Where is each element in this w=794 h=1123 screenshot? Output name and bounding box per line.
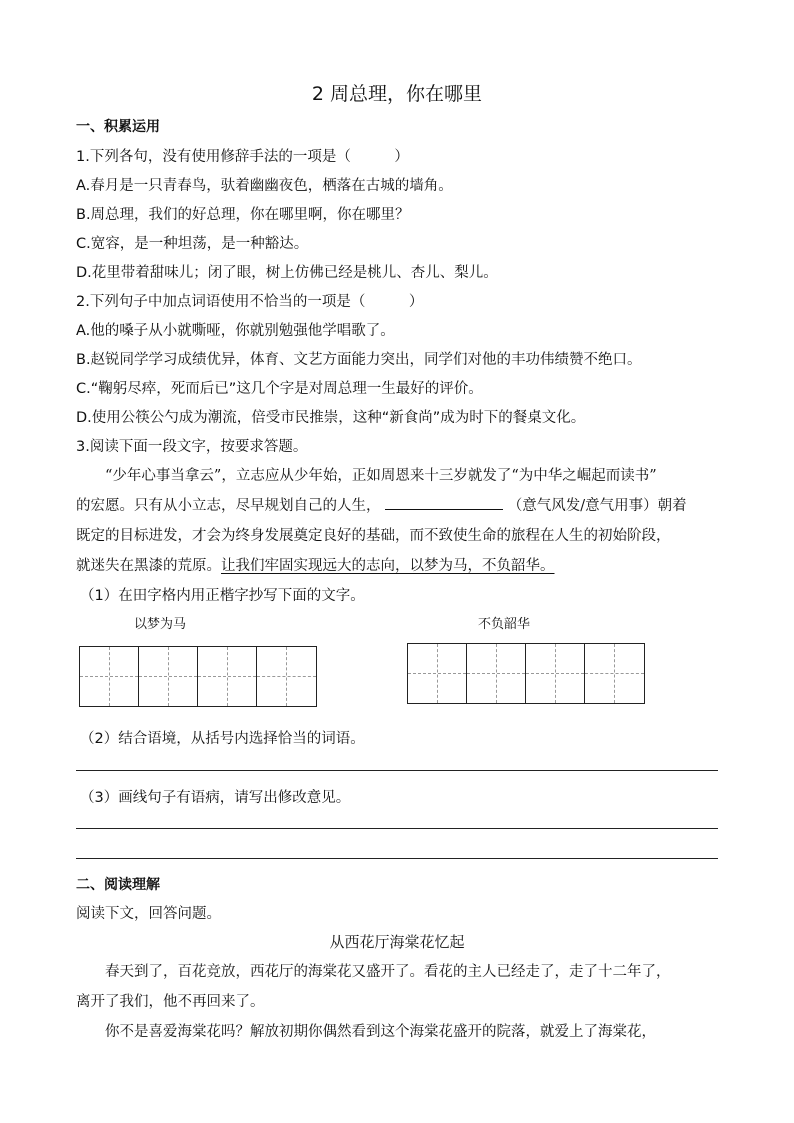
article-para-2-line-1: 你不是喜爱海棠花吗？解放初期你偶然看到这个海棠花盛开的院落，就爱上了海棠花， (105, 1024, 656, 1040)
question-2-option-b: B.赵锐同学学习成绩优异，体育、文艺方面能力突出，同学们对他的丰功伟绩赞不绝口。 (76, 352, 642, 368)
page-title: 2 周总理，你在哪里 (311, 83, 483, 105)
tianzige-cell[interactable] (257, 647, 316, 706)
section-heading-reading: 二、阅读理解 (76, 877, 160, 893)
tianzige-cell[interactable] (467, 644, 526, 703)
question-2-stem: 2.下列句子中加点词语使用不恰当的一项是（ ） (76, 294, 424, 310)
passage-line-2-start: 的宏愿。只有从小立志，尽早规划自己的人生， (76, 498, 381, 514)
answer-line[interactable] (76, 828, 718, 829)
tianzige-cell[interactable] (585, 644, 644, 703)
passage-line-1: “少年心事当拿云”，立志应从少年始，正如周恩来十三岁就发了“为中华之崛起而读书” (105, 468, 657, 484)
tianzige-grid-left (79, 646, 317, 707)
question-3-stem: 3.阅读下面一段文字，按要求答题。 (76, 439, 308, 455)
sub-question-3: （3）画线句子有语病，请写出修改意见。 (80, 790, 351, 806)
passage-line-2 (76, 494, 721, 515)
tianzige-cell[interactable] (80, 647, 139, 706)
question-1-option-a: A.春月是一只青春鸟，驮着幽幽夜色，栖落在古城的墙角。 (76, 178, 453, 194)
copy-text-right: 不负韶华 (478, 617, 531, 632)
underlined-sentence: 让我们牢固实现远大的志向，以梦为马，不负韶华。 (221, 558, 555, 574)
sub-question-2: （2）结合语境，从括号内选择恰当的词语。 (80, 731, 365, 747)
passage-line-4 (76, 554, 721, 575)
question-1-option-b: B.周总理，我们的好总理，你在哪里啊，你在哪里？ (76, 207, 410, 223)
question-1-stem: 1.下列各句，没有使用修辞手法的一项是（ ） (76, 149, 409, 165)
question-2-option-a: A.他的嗓子从小就嘶哑，你就别勉强他学唱歌了。 (76, 323, 395, 339)
passage-line-3: 既定的目标进发，才会为终身发展奠定良好的基础，而不致使生命的旅程在人生的初始阶段， (76, 528, 671, 544)
article-para-1-line-1: 春天到了，百花竞放，西花厅的海棠花又盛开了。看花的主人已经走了，走了十二年了， (105, 964, 671, 980)
tianzige-grid-right (407, 643, 645, 704)
article-para-1-line-2: 离开了我们，他不再回来了。 (76, 994, 265, 1010)
sub-question-1: （1）在田字格内用正楷字抄写下面的文字。 (80, 588, 365, 604)
section-heading-accumulation: 一、积累运用 (76, 119, 160, 135)
tianzige-cell[interactable] (198, 647, 257, 706)
article-title: 从西花厅海棠花忆起 (329, 933, 465, 951)
tianzige-cell[interactable] (408, 644, 467, 703)
passage-line-4-start: 就迷失在黑漆的荒原。 (76, 558, 221, 574)
reading-instruction: 阅读下文，回答问题。 (76, 906, 221, 922)
passage-line-2-end: （意气风发/意气用事）朝着 (507, 498, 687, 514)
answer-line[interactable] (76, 770, 718, 771)
question-2-option-d: D.使用公筷公勺成为潮流，倍受市民推崇，这种“新食尚”成为时下的餐桌文化。 (76, 410, 586, 426)
copy-text-left: 以梦为马 (134, 617, 187, 632)
question-1-option-c: C.宽容，是一种坦荡，是一种豁达。 (76, 236, 309, 252)
question-1-option-d: D.花里带着甜味儿；闭了眼，树上仿佛已经是桃儿、杏儿、梨儿。 (76, 265, 498, 281)
answer-blank[interactable] (385, 497, 503, 510)
question-2-option-c: C.“鞠躬尽瘁，死而后已”这几个字是对周总理一生最好的评价。 (76, 381, 483, 397)
tianzige-cell[interactable] (526, 644, 585, 703)
tianzige-cell[interactable] (139, 647, 198, 706)
answer-line[interactable] (76, 858, 718, 859)
